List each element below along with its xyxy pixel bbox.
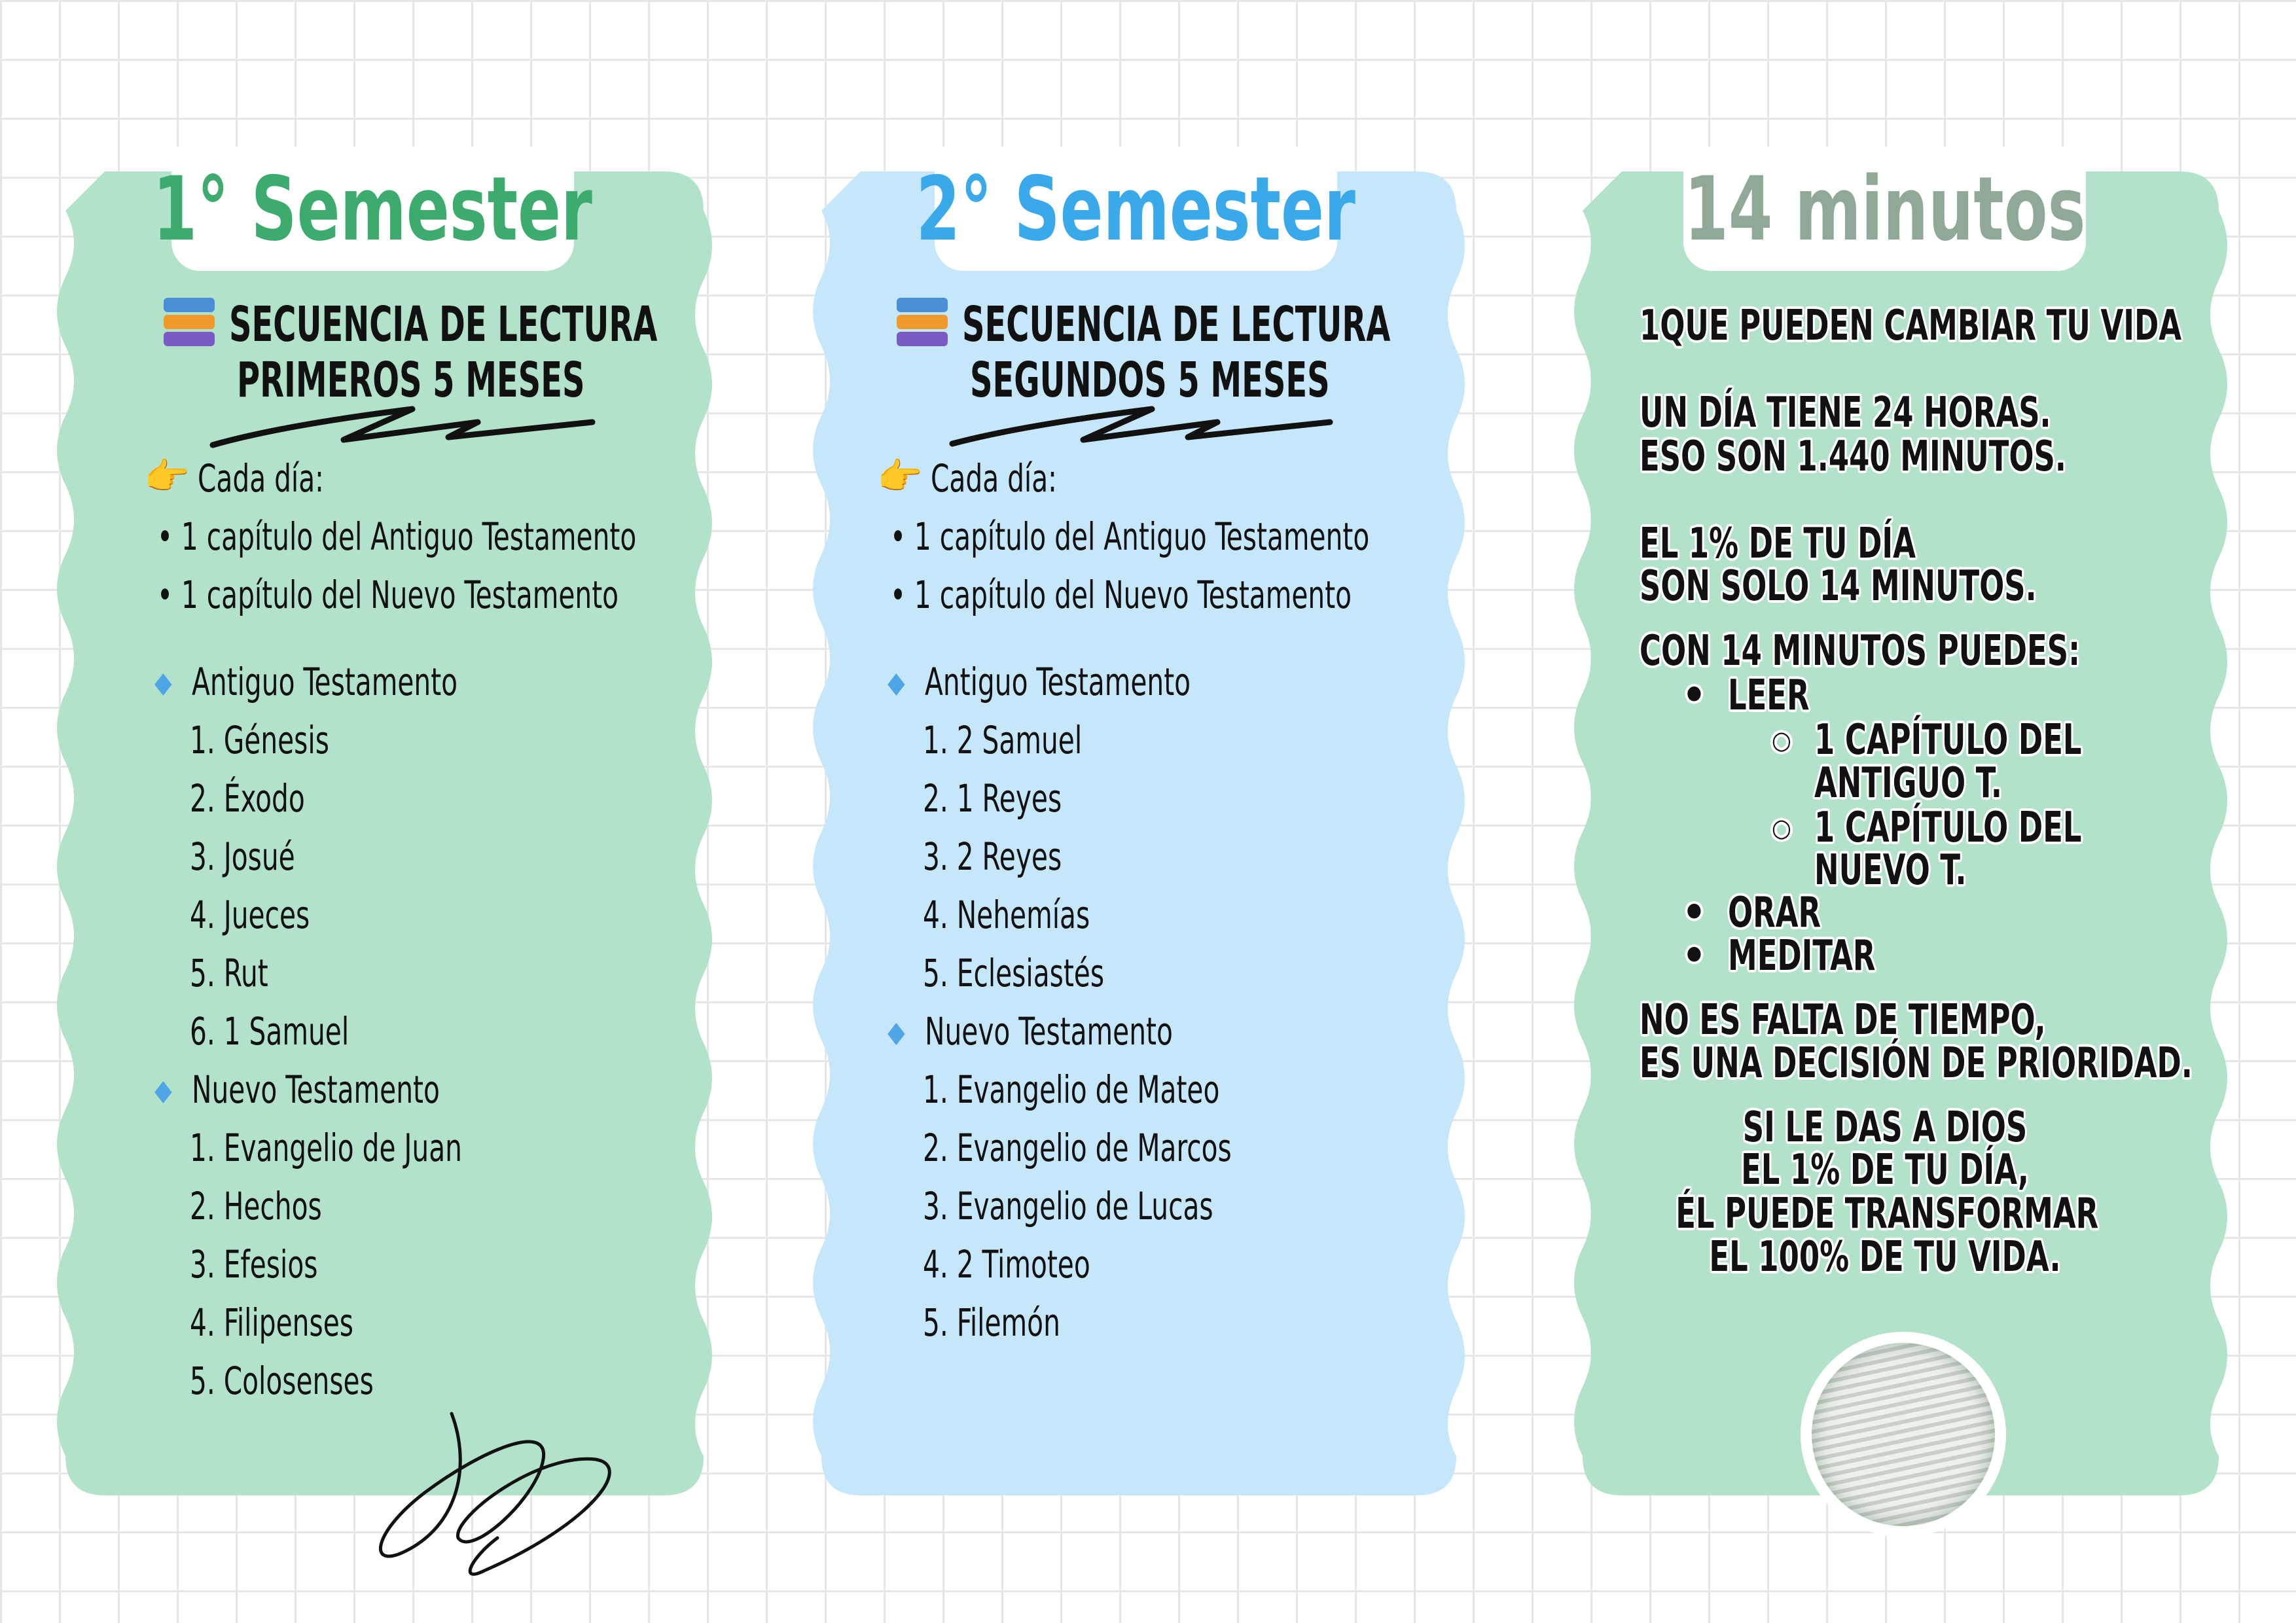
- book-icon: [164, 332, 215, 346]
- title-tab-2: [916, 147, 1356, 271]
- testament-label: Nuevo Testamento: [192, 1067, 440, 1112]
- diamond-bullet-icon: [888, 673, 905, 696]
- book-item: 5. Filemón: [923, 1300, 1060, 1345]
- daily-item: • 1 capítulo del Antiguo Testamento: [890, 514, 1370, 559]
- bullet-icon: •: [1682, 889, 1706, 937]
- pointing-hand-icon: 👉: [144, 455, 190, 498]
- message-line: ORAR: [1728, 889, 1821, 937]
- circle-bullet-icon: ○: [1772, 726, 1791, 755]
- diamond-bullet-icon: [154, 1081, 171, 1103]
- section-heading: SECUENCIA DE LECTURA: [962, 296, 1391, 353]
- bible-page-image: [1812, 1343, 1995, 1526]
- message-line: EL 1% DE TU DÍA,: [1741, 1146, 2029, 1194]
- book-icon: [897, 332, 948, 346]
- daily-item: • 1 capítulo del Antiguo Testamento: [157, 514, 637, 559]
- book-item: 1. 2 Samuel: [923, 718, 1083, 762]
- message-line: SON SOLO 14 MINUTOS.: [1640, 562, 2037, 611]
- testament-heading: [157, 1067, 440, 1113]
- message-line: UN DÍA TIENE 24 HORAS.: [1640, 389, 2051, 437]
- message-line: ESO SON 1.440 MINUTOS.: [1640, 433, 2066, 481]
- bullet-icon: •: [1682, 671, 1706, 720]
- message-line: SI LE DAS A DIOS: [1742, 1103, 2028, 1152]
- daily-item: • 1 capítulo del Nuevo Testamento: [890, 573, 1352, 617]
- section-heading: SECUENCIA DE LECTURA: [229, 296, 658, 353]
- testament-heading: [157, 659, 457, 705]
- book-item: 4. Jueces: [190, 893, 310, 937]
- section-heading: SEGUNDOS 5 MESES: [970, 352, 1330, 408]
- testament-label: Antiguo Testamento: [192, 660, 458, 704]
- testament-label: Antiguo Testamento: [925, 660, 1191, 704]
- book-item: 2. Evangelio de Marcos: [923, 1126, 1232, 1170]
- book-item: 3. 2 Reyes: [923, 834, 1062, 879]
- message-line: MEDITAR: [1728, 932, 1876, 980]
- book-item: 5. Eclesiastés: [923, 951, 1105, 995]
- book-item: 2. Éxodo: [190, 776, 305, 821]
- book-item: 2. 1 Reyes: [923, 776, 1062, 821]
- daily-item: • 1 capítulo del Nuevo Testamento: [157, 573, 619, 617]
- diamond-bullet-icon: [154, 673, 171, 696]
- book-item: 5. Colosenses: [190, 1359, 374, 1403]
- book-item: 1. Génesis: [190, 718, 329, 762]
- message-line: 1 CAPÍTULO DEL: [1814, 716, 2082, 764]
- circle-bullet-icon: ○: [1772, 813, 1791, 842]
- book-item: 3. Josué: [190, 834, 295, 879]
- books-icon: [164, 298, 216, 350]
- panel-title: 2° Semester: [916, 157, 1356, 260]
- panel-title: 1° Semester: [152, 157, 593, 260]
- book-icon: [164, 315, 215, 329]
- message-line: 1 CAPÍTULO DEL: [1814, 804, 2082, 852]
- title-tab-3: [1683, 147, 2086, 271]
- book-item: 1. Evangelio de Juan: [190, 1126, 462, 1170]
- books-icon: [897, 298, 949, 350]
- book-icon: [897, 315, 948, 329]
- testament-heading: [890, 659, 1191, 705]
- book-item: 6. 1 Samuel: [190, 1009, 350, 1054]
- book-item: 2. Hechos: [190, 1184, 322, 1228]
- section-heading: PRIMEROS 5 MESES: [237, 352, 585, 408]
- message-line: ÉL PUEDE TRANSFORMAR: [1676, 1190, 2099, 1238]
- book-item: 4. Nehemías: [923, 893, 1090, 937]
- message-line: ANTIGUO T.: [1814, 759, 2002, 808]
- diamond-bullet-icon: [888, 1023, 905, 1045]
- book-icon: [897, 298, 948, 312]
- daily-label: Cada día:: [198, 456, 324, 501]
- daily-label: Cada día:: [931, 456, 1057, 501]
- message-line: EL 100% DE TU VIDA.: [1709, 1233, 2061, 1281]
- bible-photo: [1801, 1332, 2006, 1537]
- book-item: 4. 2 Timoteo: [923, 1242, 1090, 1287]
- testament-heading: [890, 1008, 1173, 1054]
- book-item: 1. Evangelio de Mateo: [923, 1067, 1220, 1112]
- testament-label: Nuevo Testamento: [925, 1009, 1173, 1054]
- message-line: NUEVO T.: [1814, 846, 1967, 895]
- message-line: CON 14 MINUTOS PUEDES:: [1640, 627, 2081, 675]
- pointing-hand-icon: 👉: [877, 455, 923, 498]
- book-item: 3. Evangelio de Lucas: [923, 1184, 1213, 1228]
- book-item: 4. Filipenses: [190, 1300, 353, 1345]
- title-tab-1: [152, 147, 593, 271]
- book-icon: [164, 298, 215, 312]
- message-line: ES UNA DECISIÓN DE PRIORIDAD.: [1640, 1039, 2193, 1088]
- panel-title: 14 minutos: [1683, 157, 2086, 260]
- book-item: 5. Rut: [190, 951, 268, 995]
- message-line: LEER: [1728, 671, 1810, 720]
- message-line: EL 1% DE TU DÍA: [1640, 520, 1916, 568]
- bullet-icon: •: [1682, 932, 1706, 980]
- message-line: NO ES FALTA DE TIEMPO,: [1640, 996, 2046, 1044]
- book-item: 3. Efesios: [190, 1242, 318, 1287]
- message-line: 1QUE PUEDEN CAMBIAR TU VIDA: [1640, 302, 2181, 350]
